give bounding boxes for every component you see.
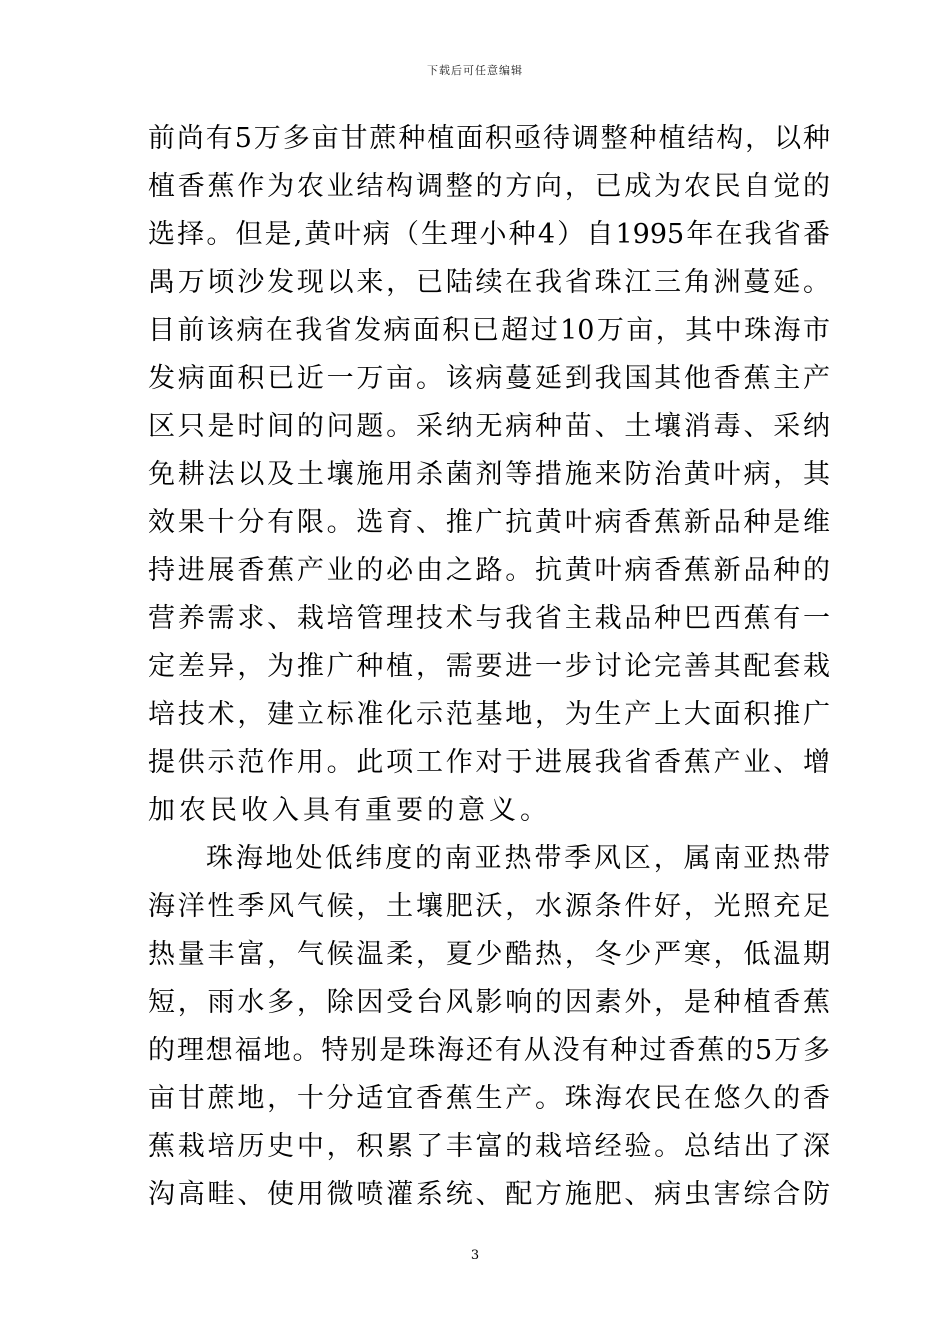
text-line: 持进展香蕉产业的必由之路。抗黄叶病香蕉新品种的 [148,555,830,586]
text-line: 植香蕉作为农业结构调整的方向，已成为农民自觉的 [148,171,830,202]
text-line: 蕉栽培历史中，积累了丰富的栽培经验。总结出了深 [148,1131,830,1162]
text-line: 免耕法以及土壤施用杀菌剂等措施来防治黄叶病，其 [148,459,830,490]
text-line: 定差异，为推广种植，需要进一步讨论完善其配套栽 [148,651,830,682]
text-line: 沟高畦、使用微喷灌系统、配方施肥、病虫害综合防 [148,1179,830,1210]
page-header: 下载后可任意编辑 [427,64,523,77]
text-line: 热量丰富，气候温柔，夏少酷热，冬少严寒，低温期 [148,939,830,970]
text-line: 营养需求、栽培管理技术与我省主栽品种巴西蕉有一 [148,603,830,634]
text-line: 禺万顷沙发现以来，已陆续在我省珠江三角洲蔓延。 [148,267,830,298]
page-number: 3 [470,1248,480,1263]
text-line: 选择。但是,黄叶病（生理小种4）自1995年在我省番 [148,219,830,250]
text-line: 目前该病在我省发病面积已超过10万亩，其中珠海市 [148,315,830,346]
text-line: 发病面积已近一万亩。该病蔓延到我国其他香蕉主产 [148,363,830,394]
text-line: 区只是时间的问题。采纳无病种苗、土壤消毒、采纳 [148,411,830,442]
text-line: 提供示范作用。此项工作对于进展我省香蕉产业、增 [148,747,830,778]
text-line: 珠海地处低纬度的南亚热带季风区，属南亚热带 [206,843,830,874]
body-text [148,115,830,1219]
text-line: 前尚有5万多亩甘蔗种植面积亟待调整种植结构，以种 [148,123,830,154]
text-line: 效果十分有限。选育、推广抗黄叶病香蕉新品种是维 [148,507,830,538]
text-line: 加农民收入具有重要的意义。 [148,795,551,826]
text-line: 短，雨水多，除因受台风影响的因素外，是种植香蕉 [148,987,830,1018]
text-line: 海洋性季风气候，土壤肥沃，水源条件好，光照充足 [148,891,830,922]
text-line: 培技术，建立标准化示范基地，为生产上大面积推广 [148,699,830,730]
text-line: 的理想福地。特别是珠海还有从没有种过香蕉的5万多 [148,1035,830,1066]
text-line: 亩甘蔗地，十分适宜香蕉生产。珠海农民在悠久的香 [148,1083,830,1114]
